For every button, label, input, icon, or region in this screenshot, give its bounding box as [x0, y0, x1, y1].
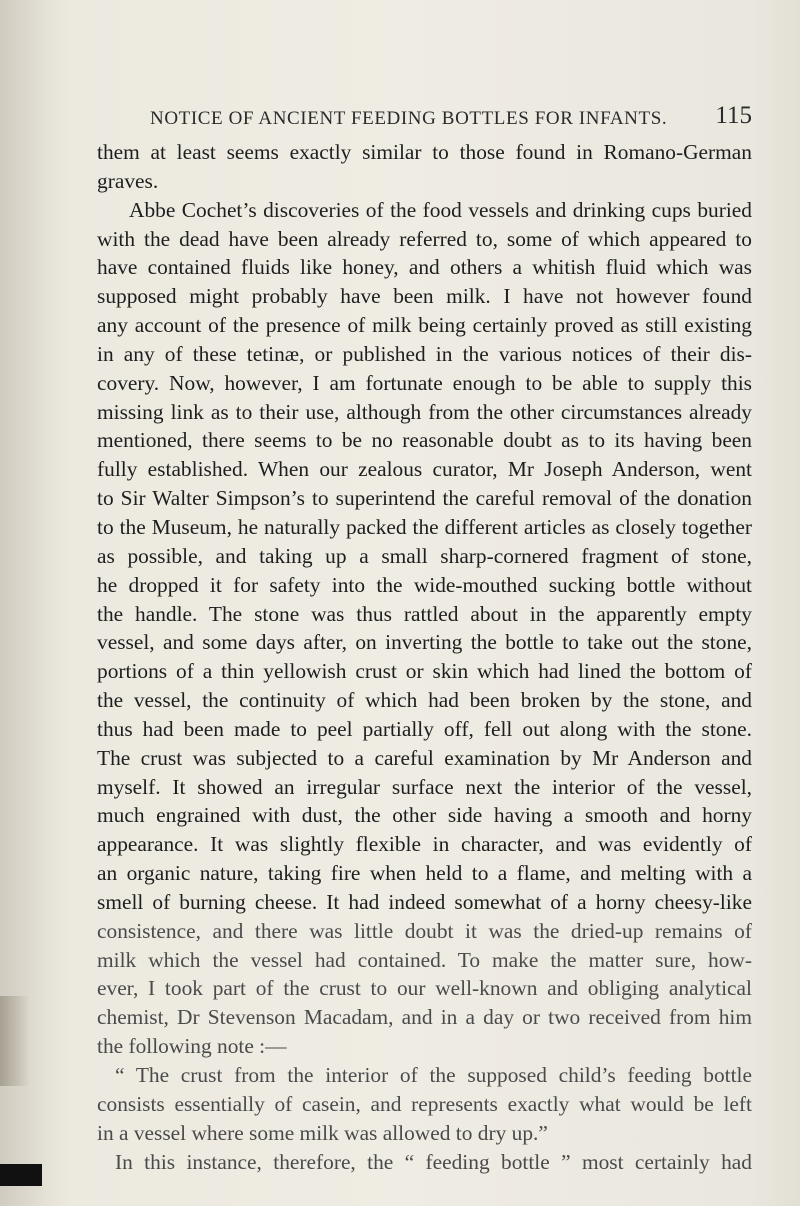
- text-line: any account of the presence of milk being certainly proved as still existing: [97, 313, 752, 338]
- quote-line: in a vessel where some milk was allowed to dry up.”: [97, 1120, 548, 1145]
- body-text: [97, 138, 752, 1176]
- page-number: 115: [715, 102, 752, 129]
- text-line: chemist, Dr Stevenson Macadam, and in a day or two received from him: [97, 1005, 752, 1030]
- text-line: fully established. When our zealous curator, Mr Joseph Anderson, went: [97, 457, 752, 482]
- quote-line: “ The crust from the interior of the supposed child’s feeding bottle: [115, 1063, 752, 1087]
- text-line: covery. Now, however, I am fortunate enough to be able to supply this: [97, 370, 752, 395]
- text-line: in any of these tetinæ, or published in the various notices of their dis-: [97, 341, 752, 366]
- text-line: mentioned, there seems to be no reasonable doubt as to its having been: [97, 428, 752, 453]
- text-line: consistence, and there was little doubt it was the dried-up remains of: [97, 918, 752, 943]
- text-line: vessel, and some days after, on inverting the bottle to take out the stone,: [97, 630, 752, 655]
- text-line: Abbe Cochet’s discoveries of the food vessels and drinking cups buried: [129, 197, 752, 222]
- scan-corner-mark: [0, 1164, 42, 1186]
- text-line: In this instance, therefore, the “ feeding bottle ” most certainly had: [115, 1149, 752, 1174]
- text-line: he dropped it for safety into the wide-mouthed sucking bottle without: [97, 572, 752, 597]
- text-line: to Sir Walter Simpson’s to superintend the careful removal of the donation: [97, 486, 752, 511]
- text-line: milk which the vessel had contained. To make the matter sure, how-: [97, 947, 752, 972]
- text-line: smell of burning cheese. It had indeed somewhat of a horny cheesy-like: [97, 889, 752, 914]
- text-line: appearance. It was slightly flexible in character, and was evidently of: [97, 832, 752, 857]
- text-line: with the dead have been already referred to, some of which appeared to: [97, 226, 752, 251]
- text-line: supposed might probably have been milk. I have not however found: [97, 284, 752, 309]
- text-line: The crust was subjected to a careful examination by Mr Anderson and: [97, 745, 752, 770]
- text-line: have contained fluids like honey, and others a whitish fluid which was: [97, 255, 752, 280]
- text-line: the handle. The stone was thus rattled about in the apparently empty: [97, 601, 752, 626]
- text-line: as possible, and taking up a small sharp-cornered fragment of stone,: [97, 543, 752, 568]
- text-line: graves.: [97, 168, 159, 193]
- page-header: [150, 102, 752, 136]
- text-line: portions of a thin yellowish crust or skin which had lined the bottom of: [97, 659, 752, 684]
- text-line: ever, I took part of the crust to our well-known and obliging analytical: [97, 976, 752, 1001]
- text-line: to the Museum, he naturally packed the different articles as closely together: [97, 514, 752, 539]
- text-line: missing link as to their use, although from the other circumstances already: [97, 399, 752, 424]
- quote-line: consists essentially of casein, and represents exactly what would be left: [97, 1091, 752, 1116]
- text-line: the vessel, the continuity of which had been broken by the stone, and: [97, 688, 752, 713]
- text-line: them at least seems exactly similar to those found in Romano-German: [97, 140, 752, 164]
- text-line: myself. It showed an irregular surface next the interior of the vessel,: [97, 774, 752, 799]
- text-line: much engrained with dust, the other side having a smooth and horny: [97, 803, 752, 828]
- text-line: the following note :—: [97, 1034, 287, 1059]
- running-title: NOTICE OF ANCIENT FEEDING BOTTLES FOR INFANTS.: [150, 108, 668, 129]
- text-line: an organic nature, taking fire when held to a flame, and melting with a: [97, 861, 752, 886]
- page-stain: [0, 996, 30, 1086]
- text-line: thus had been made to peel partially off, fell out along with the stone.: [97, 716, 752, 741]
